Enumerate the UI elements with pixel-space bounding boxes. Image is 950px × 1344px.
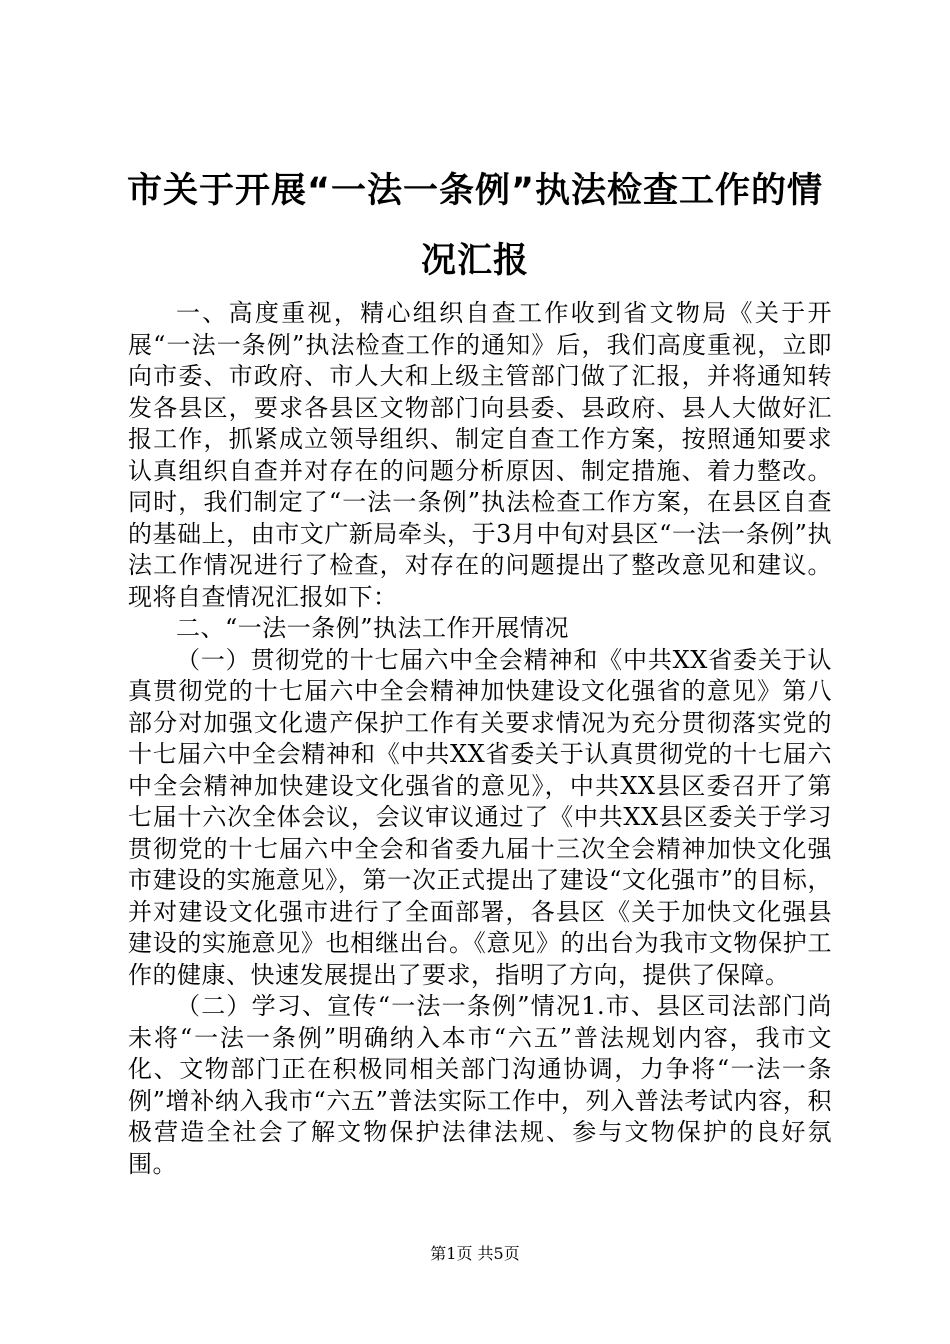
page-footer: 第1页 共5页 — [430, 1244, 520, 1263]
paragraph-2: 二、“一法一条例”执法工作开展情况 — [176, 614, 570, 642]
paragraph-1: 一、高度重视，精心组织自查工作收到省文物局《关于开展“一法一条例”执法检查工作的通知》后，我们高度重视，立即向市委、市政府、市人大和上级主管部门做了汇报，并将通知转发各县区，要求各县区文物部门向县委、县政府、县人大做好汇报工作，抓紧成立领导组织、制定自查工作方案，按照通知要求认真组织自查并对存在的问题分析原因、制定措施、着力整改。同时，我们制定了“一法一条例”执法检查工作方案，在县区自查的基础上，由市文广新局牵头，于3月中旬对县区“一法一条例”执法工作情况进行了检查，对存在的问题提出了整改意见和建议。现将自查情况汇报如下： — [128, 299, 832, 611]
document-title: 市关于开展“一法一条例”执法检查工作的情况汇报 — [126, 171, 823, 281]
paragraph-4: （二）学习、宣传“一法一条例”情况1.市、县区司法部门尚未将“一法一条例”明确纳入本市“六五”普法规划内容，我市文化、文物部门正在积极同相关部门沟通协调，力争将“一法一条例”增补纳入我市“六五”普法实际工作中，列入普法考试内容，积极营造全社会了解文物保护法律法规、参与文物保护的良好氛围。 — [128, 992, 832, 1178]
paragraph-3: （一）贯彻党的十七届六中全会精神和《中共XX省委关于认真贯彻党的十七届六中全会精神加快建设文化强省的意见》第八部分对加强文化遗产保护工作有关要求情况为充分贯彻落实党的十七届六中全会精神和《中共XX省委关于认真贯彻党的十七届六中全会精神加快建设文化强省的意见》，中共XX县区委召开了第七届十六次全体会议，会议审议通过了《中共XX县区委关于学习贯彻党的十七届六中全会和省委九届十三次全会精神加快文化强市建设的实施意见》，第一次正式提出了建设“文化强市”的目标，并对建设文化强市进行了全面部署，各县区《关于加快文化强县建设的实施意见》也相继出台。《意见》的出台为我市文物保护工作的健康、快速发展提出了要求，指明了方向，提供了保障。 — [128, 645, 832, 989]
document-body — [128, 298, 832, 1180]
